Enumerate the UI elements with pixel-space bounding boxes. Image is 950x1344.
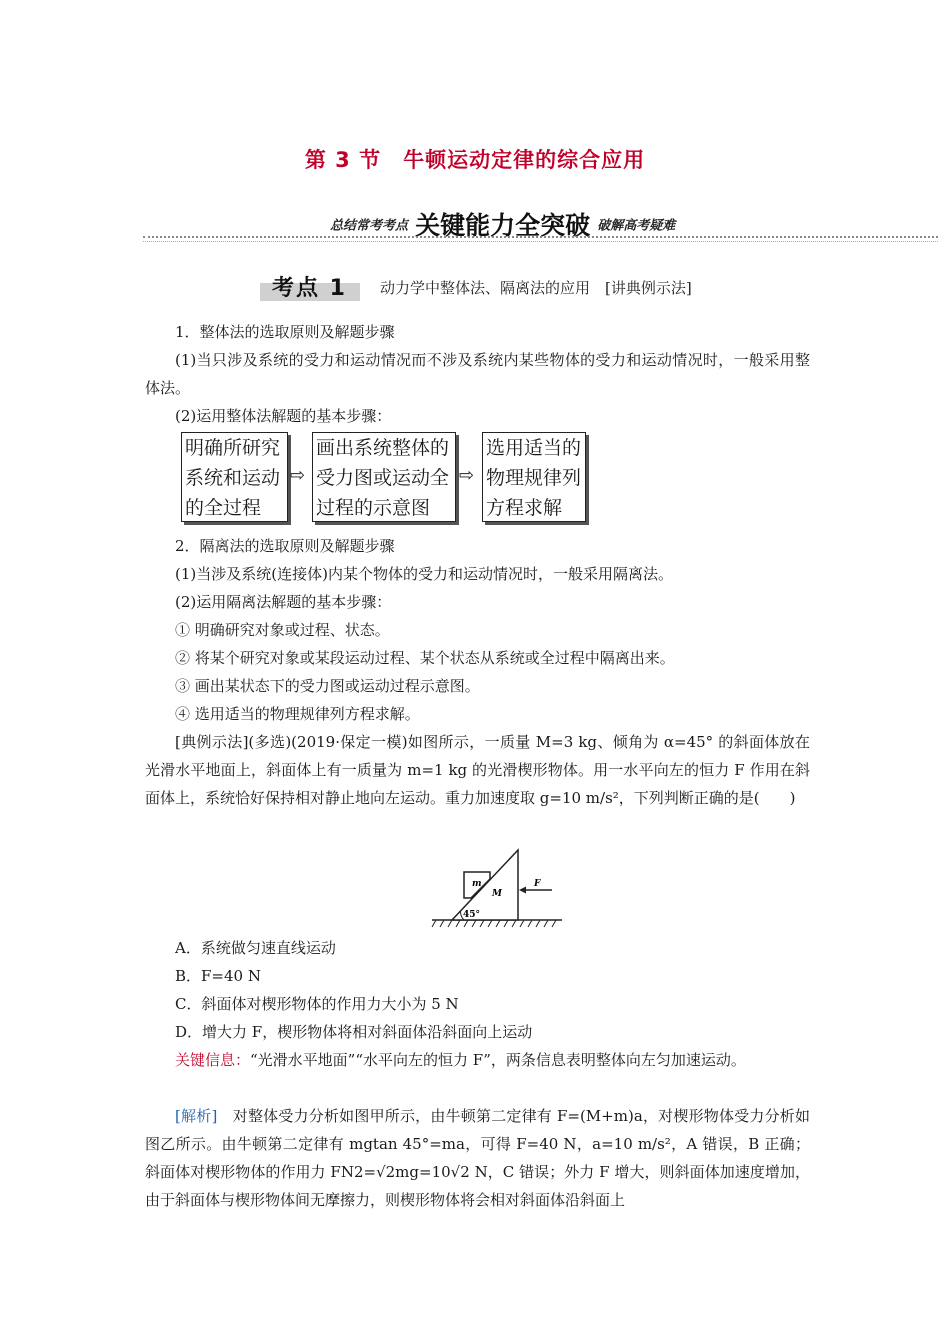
key-info bbox=[145, 1046, 810, 1074]
analysis-text: 对整体受力分析如图甲所示，由牛顿第二定律有 F=(M+m)a，对楔形物体受力分析如图乙所示。由牛顿第二定律有 mgtan 45°=ma，可得 F=40 N，a=10 m/s²，A 错误，B 正确；斜面体对楔形物体的作用力 FN2=√2mg=10√2 N，C 错误；外力 F 增大，则斜面体加速度增加，由于斜面体与楔形物体间无摩擦力，则楔形物体将会相对斜面体沿斜面上 bbox=[145, 1107, 810, 1209]
sec2-step-3: ③ 画出某状态下的受力图或运动过程示意图。 bbox=[175, 677, 480, 695]
sec1-paragraph-1: (1)当只涉及系统的受力和运动情况而不涉及系统内某些物体的受力和运动情况时，一般采用整体法。 bbox=[145, 351, 810, 397]
kaodian-title: 动力学中整体法、隔离法的应用 [讲典例示法] bbox=[380, 279, 692, 297]
flow-box-3-line-3: 方程求解 bbox=[486, 497, 563, 519]
sec1-paragraph-2: (2)运用整体法解题的基本步骤： bbox=[175, 407, 392, 425]
key-info-label: 关键信息： bbox=[175, 1051, 251, 1069]
sec2-paragraph-2: (2)运用隔离法解题的基本步骤： bbox=[175, 593, 392, 611]
sec2-step-1: ① 明确研究对象或过程、状态。 bbox=[175, 621, 390, 639]
key-info-text: “光滑水平地面”“水平向左的恒力 F”，两条信息表明整体向左匀加速运动。 bbox=[250, 1051, 746, 1069]
flow-box-2-line-3: 过程的示意图 bbox=[316, 497, 431, 519]
banner-divider bbox=[143, 236, 938, 238]
banner-left: 总结常考考点 bbox=[330, 218, 409, 234]
label-m: m bbox=[472, 879, 482, 889]
flow-box-3-line-1: 选用适当的 bbox=[486, 437, 582, 459]
flow-box-1-line-2: 系统和运动 bbox=[185, 467, 281, 489]
banner-center: 关键能力全突破 bbox=[415, 211, 591, 240]
incline-figure bbox=[430, 842, 570, 932]
kaodian-badge bbox=[260, 271, 368, 303]
example-problem: [典例示法](多选)(2019·保定一模)如图所示，一质量 M=3 kg、倾角为 α=45° 的斜面体放在光滑水平地面上，斜面体上有一质量为 m=1 kg 的光滑楔形物体。用一水平向左的恒力 F 作用在斜面体上，系统恰好保持相对静止地向左运动。重力加速度取 g=10 m/s²，下列判断正确的是( ) bbox=[145, 733, 810, 807]
flow-box-2-line-2: 受力图或运动全 bbox=[316, 467, 450, 489]
sec2-paragraph-1: (1)当涉及系统(连接体)内某个物体的受力和运动情况时，一般采用隔离法。 bbox=[175, 565, 673, 583]
sec2-step-2: ② 将某个研究对象或某段运动过程、某个状态从系统或全过程中隔离出来。 bbox=[175, 649, 675, 667]
flow-box-2 bbox=[312, 432, 456, 522]
option-d: D．增大力 F，楔形物体将相对斜面体沿斜面向上运动 bbox=[175, 1023, 533, 1041]
banner-right: 破解高考疑难 bbox=[597, 218, 676, 234]
flow-box-1 bbox=[181, 432, 288, 522]
label-F: F bbox=[534, 879, 541, 889]
force-arrow-head bbox=[519, 887, 526, 894]
label-angle: 45° bbox=[463, 910, 481, 920]
flow-box-1-line-1: 明确所研究 bbox=[185, 437, 281, 459]
flow-box-1-line-3: 的全过程 bbox=[185, 497, 262, 519]
flow-box-3 bbox=[482, 432, 586, 522]
flow-arrow-1: ⇨ bbox=[290, 465, 306, 486]
flow-box-3-line-2: 物理规律列 bbox=[486, 467, 582, 489]
analysis-label: [解析] bbox=[175, 1107, 218, 1125]
page-title: 第 3 节 牛顿运动定律的综合应用 bbox=[304, 148, 646, 172]
sec2-heading: 2．隔离法的选取原则及解题步骤 bbox=[175, 537, 395, 555]
sec2-step-4: ④ 选用适当的物理规律列方程求解。 bbox=[175, 705, 420, 723]
option-c: C．斜面体对楔形物体的作用力大小为 5 N bbox=[175, 995, 459, 1013]
flow-box-2-line-1: 画出系统整体的 bbox=[316, 437, 450, 459]
sec1-heading: 1．整体法的选取原则及解题步骤 bbox=[175, 323, 395, 341]
option-b: B．F=40 N bbox=[175, 967, 261, 985]
section-banner bbox=[330, 206, 810, 240]
banner-divider-thin bbox=[143, 241, 938, 242]
kaodian-label: 考点 1 bbox=[272, 276, 347, 301]
label-M: M bbox=[492, 889, 502, 899]
flow-arrow-2: ⇨ bbox=[459, 465, 475, 486]
analysis bbox=[145, 1102, 810, 1214]
ground-hatching bbox=[432, 920, 562, 927]
option-a: A．系统做匀速直线运动 bbox=[175, 939, 336, 957]
